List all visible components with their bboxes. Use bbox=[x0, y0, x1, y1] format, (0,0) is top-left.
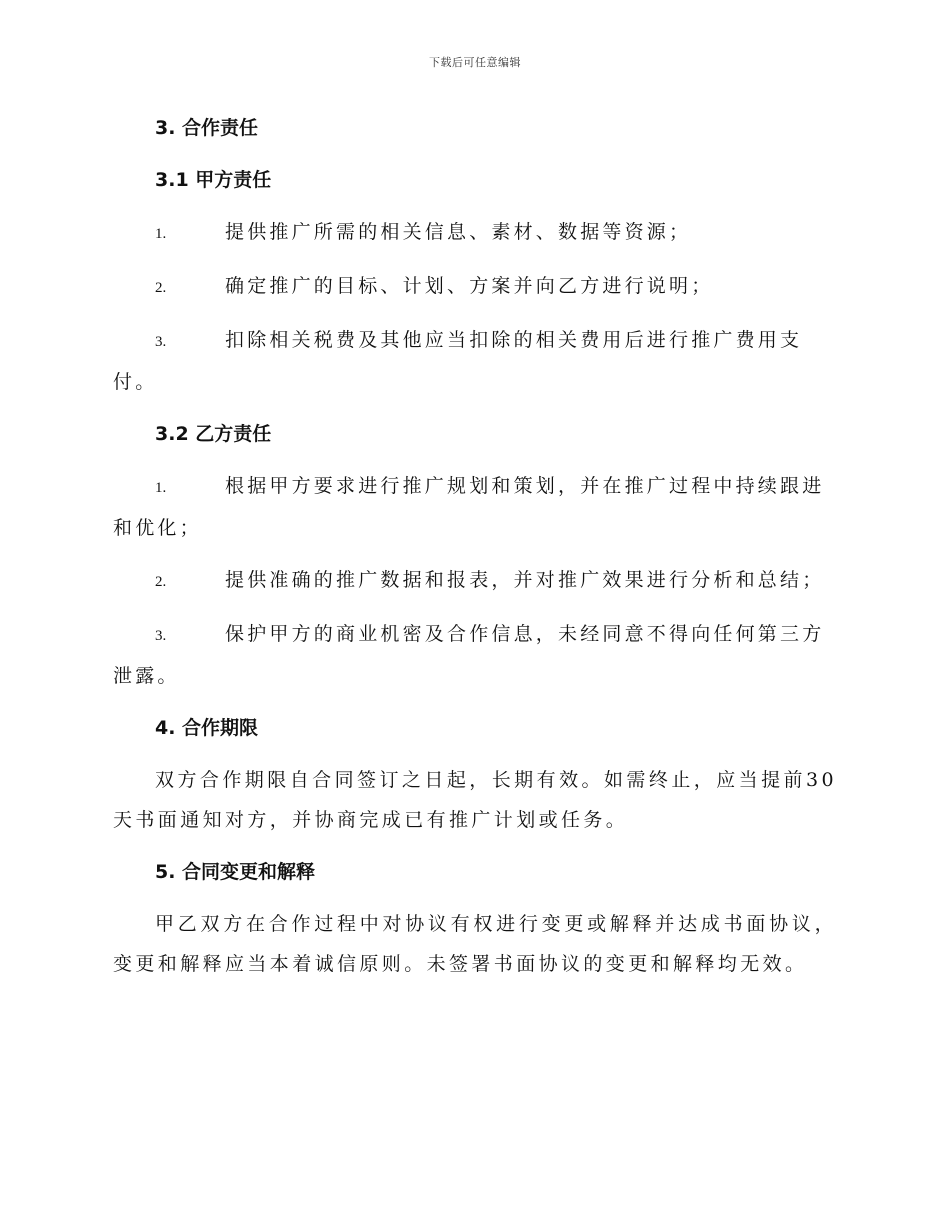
list-item bbox=[113, 614, 837, 696]
subsection-heading-3-2: 3.2 乙方责任 bbox=[155, 423, 272, 445]
list-item-number: 2. bbox=[155, 574, 167, 590]
section-4-paragraph: 双方合作期限自合同签订之日起，长期有效。如需终止，应当提前30天书面通知对方，并协商完成已有推广计划或任务。 bbox=[113, 769, 837, 831]
list-item bbox=[113, 466, 837, 548]
section-heading-4: 4. 合作期限 bbox=[155, 717, 259, 739]
list-item bbox=[113, 266, 837, 308]
list-item-text: 根据甲方要求进行推广规划和策划，并在推广过程中持续跟进和优化； bbox=[113, 475, 825, 539]
list-item-text: 提供推广所需的相关信息、素材、数据等资源； bbox=[225, 221, 692, 243]
document-body bbox=[113, 108, 837, 996]
list-item-text: 扣除相关税费及其他应当扣除的相关费用后进行推广费用支付。 bbox=[113, 329, 803, 393]
list-item-number: 3. bbox=[155, 628, 167, 644]
list-item bbox=[113, 212, 837, 254]
page-header: 下载后可任意编辑 bbox=[429, 56, 521, 69]
section-heading-5: 5. 合同变更和解释 bbox=[155, 861, 316, 883]
list-item bbox=[113, 560, 837, 602]
list-item-number: 3. bbox=[155, 334, 167, 350]
list-item-text: 提供准确的推广数据和报表，并对推广效果进行分析和总结； bbox=[225, 569, 825, 591]
list-item-text: 保护甲方的商业机密及合作信息，未经同意不得向任何第三方泄露。 bbox=[113, 623, 825, 687]
list-item-number: 1. bbox=[155, 226, 167, 242]
section-5-paragraph: 甲乙双方在合作过程中对协议有权进行变更或解释并达成书面协议，变更和解释应当本着诚信原则。未签署书面协议的变更和解释均无效。 bbox=[113, 913, 837, 975]
list-item bbox=[113, 320, 837, 402]
list-item-text: 确定推广的目标、计划、方案并向乙方进行说明； bbox=[225, 275, 714, 297]
section-heading-3: 3. 合作责任 bbox=[155, 117, 259, 139]
list-item-number: 1. bbox=[155, 480, 167, 496]
list-item-number: 2. bbox=[155, 280, 167, 296]
subsection-heading-3-1: 3.1 甲方责任 bbox=[155, 169, 272, 191]
